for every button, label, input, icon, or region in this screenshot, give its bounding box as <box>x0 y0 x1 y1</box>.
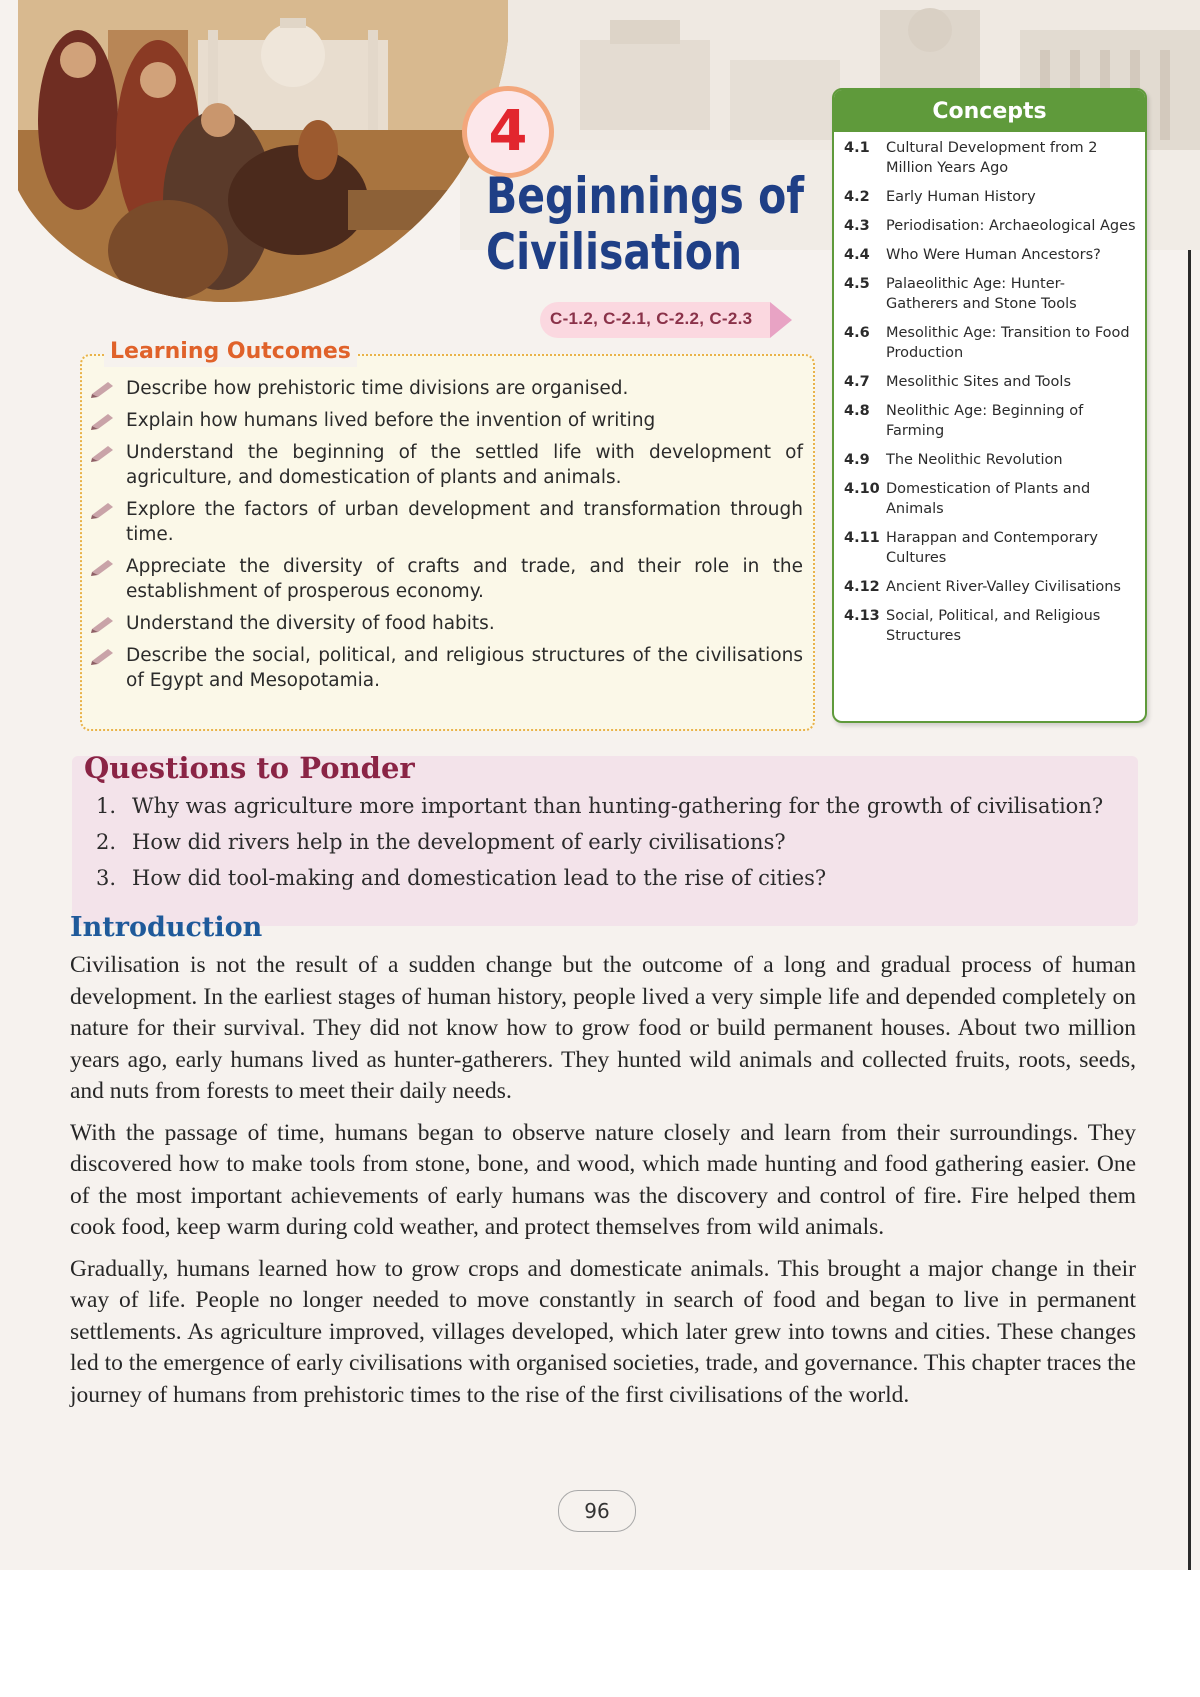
concept-title: Early Human History <box>886 189 1036 205</box>
concept-item <box>844 216 1137 236</box>
concepts-header <box>834 90 1145 132</box>
concept-item <box>844 274 1137 314</box>
list-item: Understand the beginning of the settled life with development of agriculture, and domestication of plants and animals. <box>88 440 803 490</box>
list-item: Describe how prehistoric time divisions are organised. <box>88 376 803 401</box>
concept-item <box>844 245 1137 265</box>
concept-item <box>844 528 1137 568</box>
pencil-icon <box>90 556 116 576</box>
paragraph: With the passage of time, humans began to observe nature closely and learn from their surroundings. They discovered how to make tools from stone, bone, and wood, which made hunting and food gathering easier. One of the most important achievements of early humans was the discovery and control of fire. Fire helped them cook food, keep warm during cold weather, and protect themselves from wild animals. <box>70 1119 1136 1240</box>
learning-outcomes-list <box>88 376 803 700</box>
concept-item <box>844 450 1137 470</box>
concept-title: Palaeolithic Age: Hunter-Gatherers and Stone Tools <box>886 276 1077 312</box>
concept-item <box>844 606 1137 646</box>
pencil-icon <box>90 410 116 430</box>
questions-to-ponder-list <box>96 792 1126 900</box>
concept-number: 4.6 <box>844 325 870 341</box>
concept-number: 4.10 <box>844 481 880 497</box>
concept-number: 4.5 <box>844 276 870 292</box>
pencil-icon <box>90 499 116 519</box>
introduction-heading: Introduction <box>70 912 263 943</box>
list-item: Describe the social, political, and religious structures of the civilisations of Egypt and Mesopotamia. <box>88 643 803 693</box>
concept-number: 4.8 <box>844 403 870 419</box>
concept-title: Harappan and Contemporary Cultures <box>886 530 1098 566</box>
page-number-badge <box>558 1490 636 1532</box>
concept-number: 4.1 <box>844 140 870 156</box>
concept-item <box>844 138 1137 178</box>
concept-title: Domestication of Plants and Animals <box>886 481 1091 517</box>
concept-item <box>844 372 1137 392</box>
page-number: 96 <box>584 1499 610 1523</box>
list-item: Understand the diversity of food habits. <box>88 611 803 636</box>
pencil-icon <box>90 645 116 665</box>
concept-number: 4.12 <box>844 579 880 595</box>
concept-title: Mesolithic Age: Transition to Food Production <box>886 325 1130 361</box>
concept-title: Periodisation: Archaeological Ages <box>886 218 1136 234</box>
concept-title: Social, Political, and Religious Structures <box>886 608 1101 644</box>
concepts-panel <box>832 88 1147 723</box>
list-item: 2. How did rivers help in the development of early civilisations? <box>96 830 786 854</box>
pencil-icon <box>90 442 116 462</box>
concept-item <box>844 187 1137 207</box>
list-item: 1. Why was agriculture more important than hunting-gathering for the growth of civilisation? <box>96 794 1104 818</box>
learning-outcomes-heading: Learning Outcomes <box>104 337 357 367</box>
chapter-number-badge <box>462 86 554 178</box>
chapter-title <box>486 168 804 280</box>
questions-to-ponder-heading: Questions to Ponder <box>84 751 415 785</box>
paragraph: Civilisation is not the result of a sudden change but the outcome of a long and gradual process of human development. In the earliest stages of human history, people lived a very simple life and depended completely on nature for their survival. They did not know how to grow food or build permanent houses. About two million years ago, early humans lived as hunter-gatherers. They hunted wild animals and collected fruits, roots, seeds, and nuts from forests to meet their daily needs. <box>70 952 1136 1104</box>
curriculum-codes-tag <box>540 302 790 338</box>
curriculum-codes-text: C-1.2, C-2.1, C-2.2, C-2.3 <box>550 309 753 328</box>
concept-number: 4.11 <box>844 530 880 546</box>
list-item: Appreciate the diversity of crafts and trade, and their role in the establishment of prosperous economy. <box>88 554 803 604</box>
concept-title: Cultural Development from 2 Million Years Ago <box>886 140 1098 176</box>
list-item: Explain how humans lived before the invention of writing <box>88 408 803 433</box>
concepts-list <box>844 138 1137 655</box>
concept-item <box>844 577 1137 597</box>
concept-title: Ancient River-Valley Civilisations <box>886 579 1121 595</box>
concept-number: 4.3 <box>844 218 870 234</box>
concept-number: 4.7 <box>844 374 870 390</box>
concept-number: 4.2 <box>844 189 870 205</box>
concept-item <box>844 479 1137 519</box>
concept-title: The Neolithic Revolution <box>886 452 1063 468</box>
chapter-title-line-2: Civilisation <box>486 223 743 281</box>
chapter-opener-illustration <box>18 0 508 302</box>
list-item: Explore the factors of urban development and transformation through time. <box>88 497 803 547</box>
list-item: 3. How did tool-making and domestication lead to the rise of cities? <box>96 866 827 890</box>
pencil-icon <box>90 378 116 398</box>
concept-title: Mesolithic Sites and Tools <box>886 374 1072 390</box>
concept-title: Who Were Human Ancestors? <box>886 247 1101 263</box>
concept-item <box>844 401 1137 441</box>
introduction-body <box>70 950 1136 1421</box>
chapter-number: 4 <box>488 99 528 164</box>
pencil-icon <box>90 613 116 633</box>
chapter-title-line-1: Beginnings of <box>486 167 805 225</box>
concept-item <box>844 323 1137 363</box>
concept-number: 4.13 <box>844 608 880 624</box>
paragraph: Gradually, humans learned how to grow crops and domesticate animals. This brought a major change in their way of life. People no longer needed to move constantly in search of food and began to live in permanent settlements. As agriculture improved, villages developed, which later grew into towns and cities. These changes led to the emergence of early civilisations with organised societies, trade, and governance. This chapter traces the journey of humans from prehistoric times to the rise of the first civilisations of the world. <box>70 1255 1136 1408</box>
concept-title: Neolithic Age: Beginning of Farming <box>886 403 1084 439</box>
concept-number: 4.9 <box>844 452 870 468</box>
concepts-heading: Concepts <box>932 98 1047 124</box>
concept-number: 4.4 <box>844 247 870 263</box>
